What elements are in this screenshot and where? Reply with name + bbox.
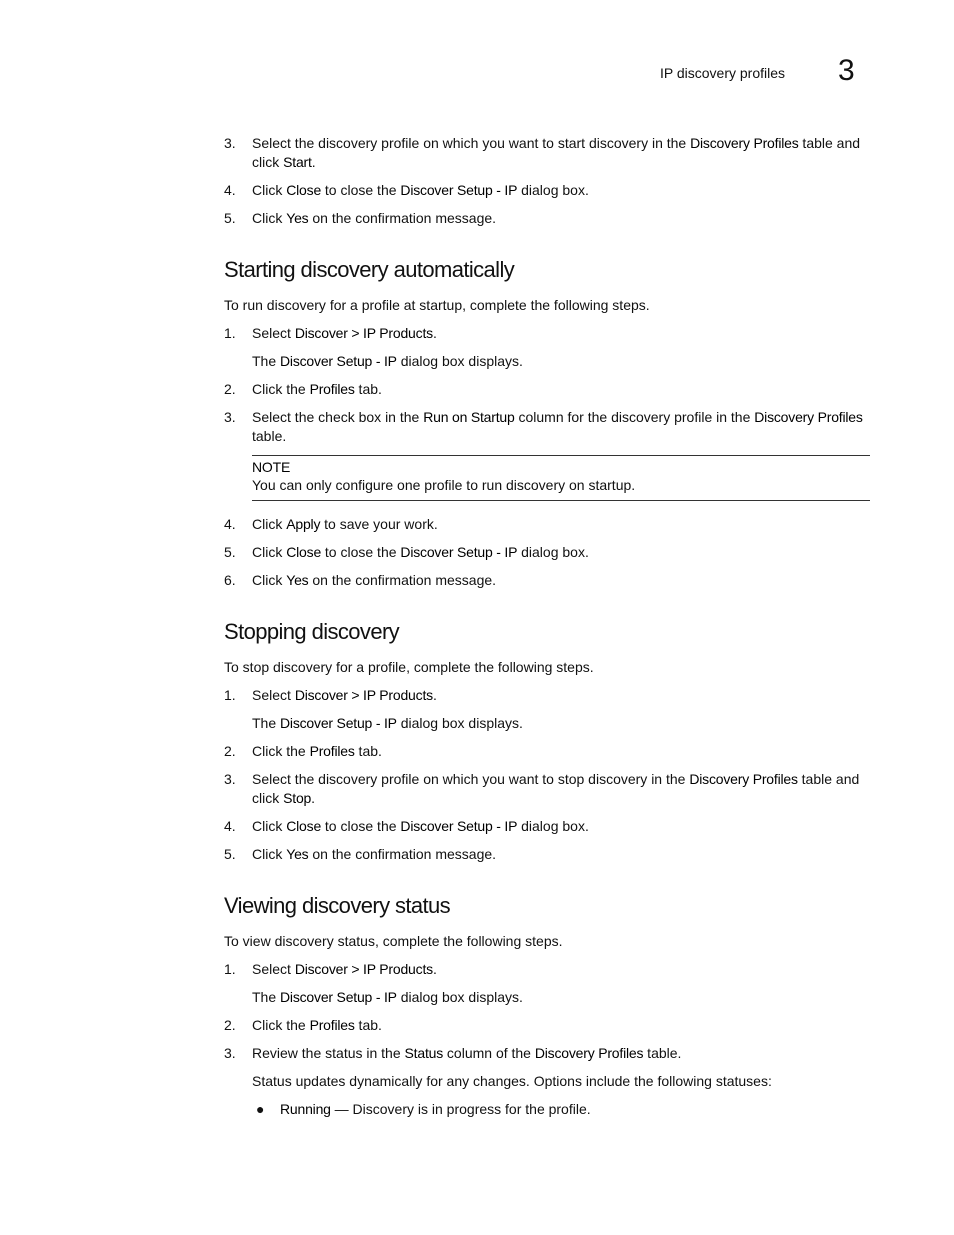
ui-term: Stop (283, 790, 312, 806)
ui-term: Discover > IP Products (294, 687, 433, 703)
ui-term: Discover Setup - IP (400, 818, 518, 834)
note-box (252, 455, 870, 501)
step-text: Select the check box in the Run on Startup column for the discovery profile in the Discovery Profiles table. (252, 409, 863, 444)
step-item (224, 770, 870, 808)
ui-term: Discover Setup - IP (400, 544, 518, 560)
ui-term: Discovery Profiles (689, 771, 798, 787)
step-number: 2. (224, 743, 236, 759)
step-text: Click the Profiles tab. (252, 743, 382, 759)
step-text: Click Apply to save your work. (252, 516, 438, 532)
step-item (224, 571, 870, 590)
step-continuation: The Discover Setup - IP dialog box displays. (252, 715, 523, 731)
step-text: Select Discover > IP Products. (252, 961, 437, 977)
ui-term: Discover > IP Products (294, 961, 433, 977)
ui-term: Profiles (309, 1017, 355, 1033)
section-heading: Starting discovery automatically (224, 257, 515, 282)
step-continuation: Status updates dynamically for any changes. Options include the following statuses: (252, 1073, 772, 1089)
step-text: Click Close to close the Discover Setup - IP dialog box. (252, 182, 589, 198)
step-item (224, 543, 870, 562)
step-text: Select Discover > IP Products. (252, 687, 437, 703)
ui-term: Discover Setup - IP (280, 353, 397, 369)
step-number: 4. (224, 818, 236, 834)
section-stopping-discovery (224, 618, 870, 864)
step-text: Select the discovery profile on which you want to stop discovery in the Discovery Profiles table and click Stop. (252, 771, 860, 806)
step-number: 1. (224, 687, 236, 703)
ui-term: Discovery Profiles (754, 409, 863, 425)
step-number: 1. (224, 961, 236, 977)
section-heading: Viewing discovery status (224, 893, 451, 918)
section-viewing-status (224, 892, 870, 1119)
ui-term: Close (286, 818, 322, 834)
ui-term: Yes (286, 572, 309, 588)
step-item (224, 181, 870, 200)
step-text: Click the Profiles tab. (252, 1017, 382, 1033)
step-item (224, 134, 870, 172)
step-continuation: The Discover Setup - IP dialog box displays. (252, 989, 523, 1005)
ui-term: Close (286, 182, 322, 198)
ui-term: Run on Startup (423, 409, 515, 425)
note-label: NOTE (252, 459, 291, 475)
step-text: Click Yes on the confirmation message. (252, 846, 497, 862)
document-body (224, 134, 870, 1128)
step-continuation: The Discover Setup - IP dialog box displays. (252, 353, 523, 369)
step-number: 3. (224, 135, 236, 151)
step-item (224, 686, 870, 705)
ui-term: Apply (286, 516, 321, 532)
step-item (224, 1044, 870, 1063)
ui-term: Start (283, 154, 312, 170)
step-text: Select Discover > IP Products. (252, 325, 437, 341)
section-heading: Stopping discovery (224, 619, 400, 644)
step-number: 4. (224, 182, 236, 198)
step-number: 3. (224, 409, 236, 425)
step-item (224, 1016, 870, 1035)
step-number: 5. (224, 846, 236, 862)
ui-term: Discovery Profiles (534, 1045, 644, 1061)
step-text: Review the status in the Status column of the Discovery Profiles table. (252, 1045, 682, 1061)
top-steps (224, 134, 870, 228)
step-item (224, 209, 870, 228)
bullet-icon: ● (256, 1101, 265, 1117)
step-text: Select the discovery profile on which you want to start discovery in the Discovery Profiles table and click Start. (252, 135, 861, 170)
step-number: 3. (224, 1045, 236, 1061)
ui-term: Status (404, 1045, 444, 1061)
ui-term: Yes (286, 210, 309, 226)
ui-term: Profiles (309, 381, 355, 397)
step-item (224, 817, 870, 836)
step-number: 2. (224, 381, 236, 397)
step-text: Click the Profiles tab. (252, 381, 382, 397)
step-number: 4. (224, 516, 236, 532)
ui-term: Running (280, 1101, 331, 1117)
step-number: 6. (224, 572, 236, 588)
step-item (224, 324, 870, 343)
step-number: 2. (224, 1017, 236, 1033)
step-text: Click Yes on the confirmation message. (252, 572, 497, 588)
step-text: Click Close to close the Discover Setup - IP dialog box. (252, 544, 589, 560)
step-item (224, 515, 870, 534)
step-number: 3. (224, 771, 236, 787)
step-item (224, 845, 870, 864)
ui-term: Yes (286, 846, 309, 862)
header-title: IP discovery profiles (660, 65, 786, 81)
note-text: You can only configure one profile to run discovery on startup. (252, 477, 636, 493)
step-number: 5. (224, 210, 236, 226)
ui-term: Discover Setup - IP (280, 989, 397, 1005)
step-item (224, 960, 870, 979)
step-text: Click Yes on the confirmation message. (252, 210, 497, 226)
section-intro: To view discovery status, complete the following steps. (224, 933, 563, 949)
ui-term: Discovery Profiles (690, 135, 799, 151)
ui-term: Discover Setup - IP (400, 182, 518, 198)
step-number: 1. (224, 325, 236, 341)
ui-term: Discover Setup - IP (280, 715, 397, 731)
ui-term: Close (286, 544, 322, 560)
section-intro: To run discovery for a profile at startup, complete the following steps. (224, 297, 650, 313)
section-starting-discovery (224, 256, 870, 590)
step-item (224, 408, 870, 446)
ui-term: Profiles (309, 743, 355, 759)
chapter-number: 3 (838, 54, 855, 87)
ui-term: Discover > IP Products (294, 325, 433, 341)
section-intro: To stop discovery for a profile, complete the following steps. (224, 659, 594, 675)
step-item (224, 742, 870, 761)
step-item (224, 380, 870, 399)
bullet-item (224, 1100, 870, 1119)
bullet-text: Running — Discovery is in progress for the profile. (280, 1101, 591, 1117)
step-number: 5. (224, 544, 236, 560)
step-text: Click Close to close the Discover Setup - IP dialog box. (252, 818, 589, 834)
